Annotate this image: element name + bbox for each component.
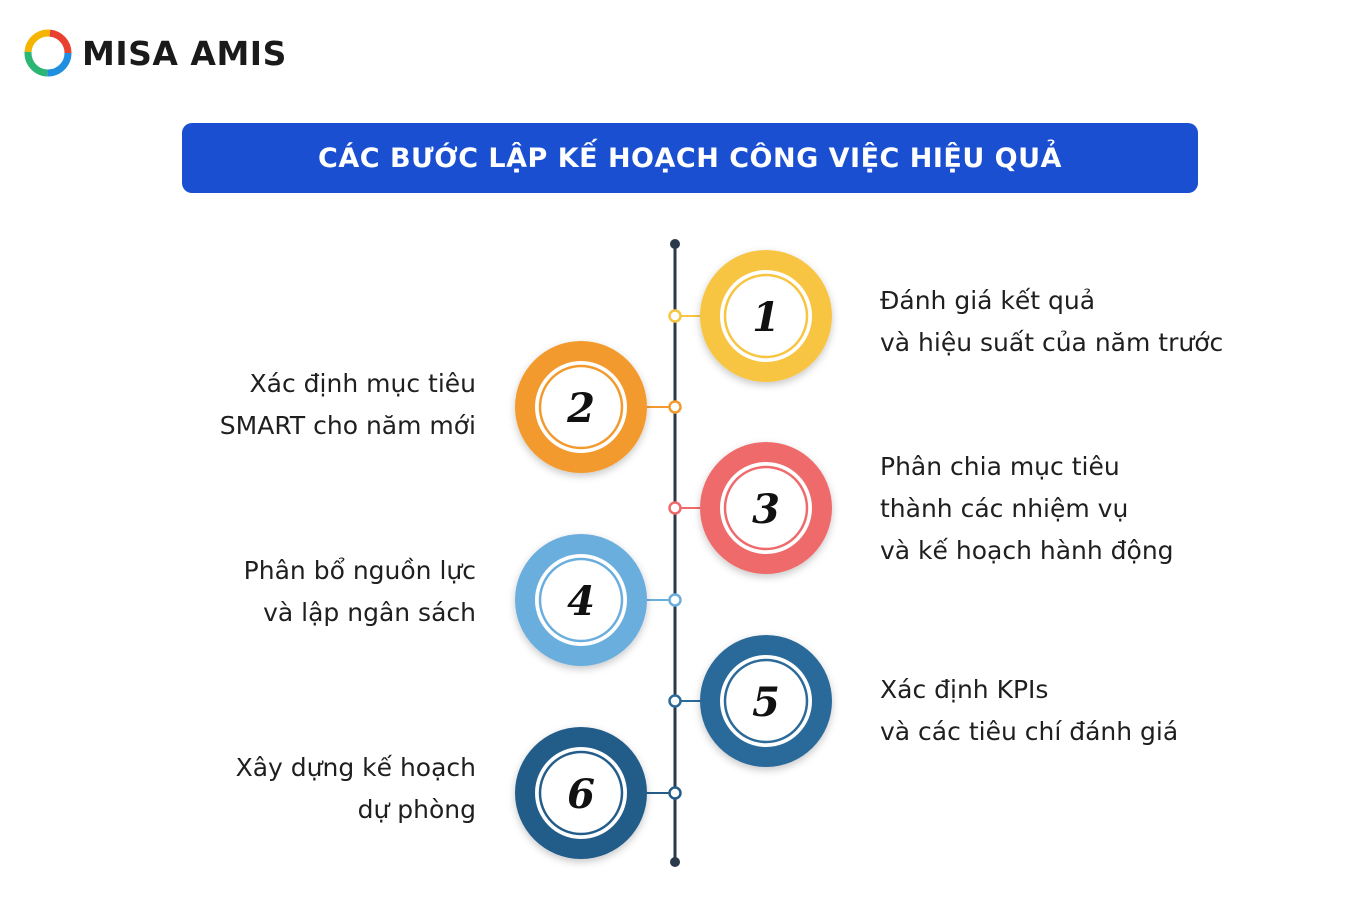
timeline-start-dot [670, 239, 680, 249]
step-6-line-1: Xây dựng kế hoạch [235, 753, 476, 782]
step-4-axis-dot [670, 595, 681, 606]
step-1-line-2: và hiệu suất của năm trước [880, 328, 1224, 357]
step-4-text [244, 550, 476, 634]
step-4-line-2: và lập ngân sách [263, 598, 476, 627]
step-1-line-1: Đánh giá kết quả [880, 286, 1096, 315]
step-1-number: 1 [752, 294, 780, 341]
step-3-line-3: và kế hoạch hành động [880, 536, 1174, 565]
step-6-axis-dot [670, 788, 681, 799]
step-2-text [220, 363, 476, 447]
step-6-line-2: dự phòng [357, 795, 476, 824]
step-6-text [236, 747, 476, 831]
step-1-text [880, 280, 1223, 364]
step-2-line-1: Xác định mục tiêu [249, 369, 476, 398]
step-5-axis-dot [670, 696, 681, 707]
step-5-number: 5 [752, 679, 780, 726]
step-1-axis-dot [670, 311, 681, 322]
step-2-number: 2 [567, 385, 595, 432]
timeline-end-dot [670, 857, 680, 867]
step-4-line-1: Phân bổ nguồn lực [243, 556, 476, 585]
step-3-line-1: Phân chia mục tiêu [880, 452, 1120, 481]
step-3-number: 3 [752, 486, 780, 533]
page-title: CÁC BƯỚC LẬP KẾ HOẠCH CÔNG VIỆC HIỆU QUẢ [318, 142, 1062, 174]
step-4-number: 4 [567, 578, 595, 625]
step-2-line-2: SMART cho năm mới [219, 411, 476, 440]
step-6-number: 6 [567, 771, 595, 818]
step-2-axis-dot [670, 402, 681, 413]
brand-name: MISA AMIS [82, 33, 287, 73]
step-5-line-1: Xác định KPIs [880, 675, 1049, 704]
step-5-text [880, 669, 1178, 753]
step-3-text [880, 446, 1174, 572]
step-3-axis-dot [670, 503, 681, 514]
step-3-line-2: thành các nhiệm vụ [880, 494, 1129, 523]
step-5-line-2: và các tiêu chí đánh giá [880, 717, 1179, 746]
